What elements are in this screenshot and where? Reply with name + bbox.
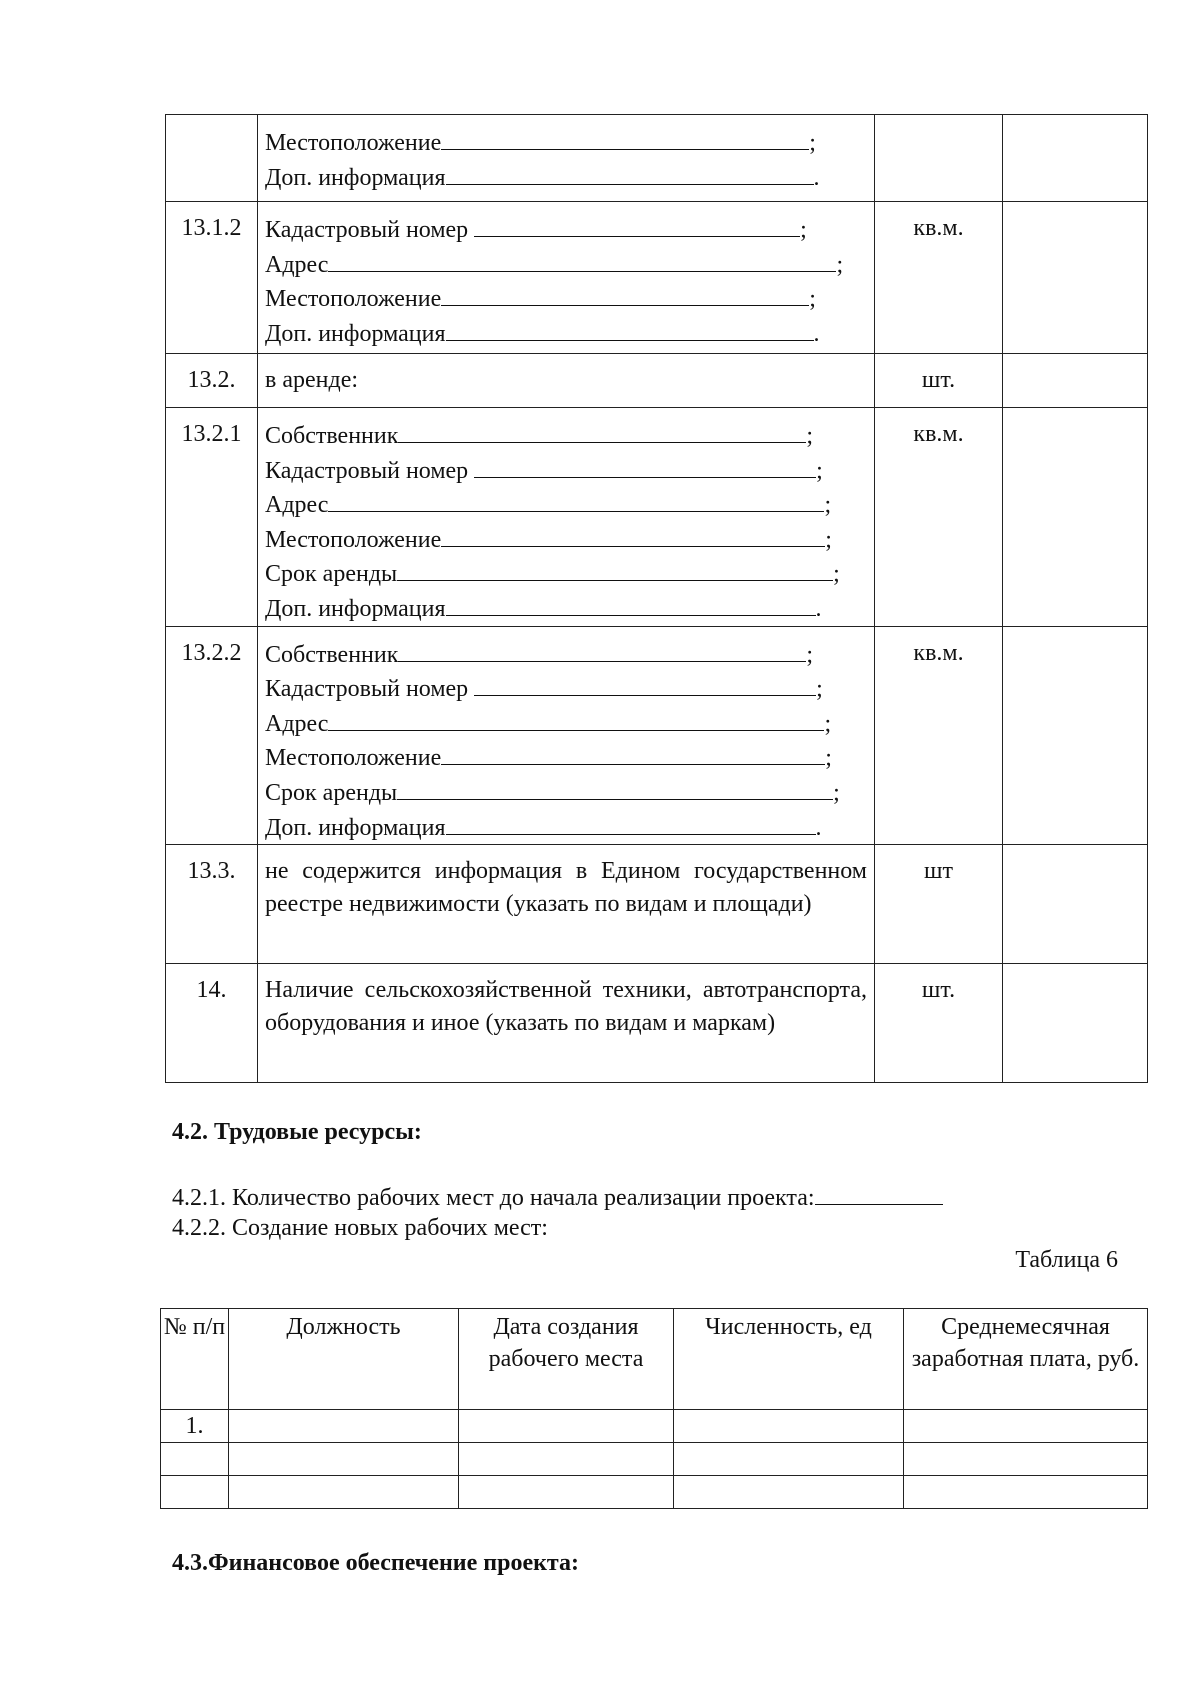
item-unit: шт <box>875 845 1003 964</box>
fill-blank[interactable] <box>441 740 825 765</box>
table-cell[interactable] <box>674 1476 904 1509</box>
table-cell[interactable] <box>674 1443 904 1476</box>
item-unit: шт. <box>875 964 1003 1083</box>
field-label: Кадастровый номер <box>265 457 475 484</box>
table-cell[interactable] <box>904 1410 1148 1443</box>
fill-blank[interactable] <box>446 160 814 185</box>
table-row <box>166 115 1148 202</box>
field-label: Местоположение <box>265 526 442 553</box>
fill-blank[interactable] <box>446 810 816 835</box>
table-row <box>161 1410 1148 1443</box>
item-value-cell[interactable] <box>1003 202 1148 354</box>
assets-table <box>165 114 1148 1083</box>
fill-blank[interactable] <box>441 522 825 547</box>
table-row <box>166 408 1148 627</box>
column-header-position: Должность <box>229 1309 459 1410</box>
table-cell[interactable] <box>459 1443 674 1476</box>
item-value-cell[interactable] <box>1003 408 1148 627</box>
fill-blank[interactable] <box>474 453 816 478</box>
item-number <box>166 115 258 202</box>
table-header-row <box>161 1309 1148 1410</box>
field-label: Адрес <box>265 710 329 737</box>
item-description: Наличие сельскохозяйственной техники, автотранспорта, оборудования и иное (указать по видам и маркам) <box>258 964 875 1083</box>
item-number: 13.1.2 <box>166 202 258 354</box>
field-label: Адрес <box>265 492 329 519</box>
table-row <box>166 202 1148 354</box>
table-cell[interactable] <box>229 1443 459 1476</box>
table-caption: Таблица 6 <box>1015 1247 1118 1273</box>
fill-blank[interactable] <box>328 247 836 272</box>
item-number: 13.3. <box>166 845 258 964</box>
field-label: Доп. информация <box>265 164 446 191</box>
item-description: Кадастровый номер ; Адрес ; Местоположение ; Доп. информация . <box>258 202 875 354</box>
item-value-cell[interactable] <box>1003 964 1148 1083</box>
column-header-avg-salary: Среднемесячная заработная плата, руб. <box>904 1309 1148 1410</box>
field-label: Собственник <box>265 423 399 449</box>
fill-blank[interactable] <box>397 556 833 581</box>
table-row <box>161 1476 1148 1509</box>
field-label: Собственник <box>265 641 399 668</box>
jobs-before-project-line <box>172 1180 943 1214</box>
field-label: Местоположение <box>265 286 442 313</box>
item-unit: кв.м. <box>875 202 1003 354</box>
item-value-cell[interactable] <box>1003 354 1148 408</box>
jobs-table <box>160 1308 1148 1509</box>
item-unit: шт. <box>875 354 1003 408</box>
item-unit: кв.м. <box>875 626 1003 845</box>
fill-blank[interactable] <box>328 487 824 512</box>
fill-blank[interactable] <box>474 212 800 237</box>
table-cell[interactable] <box>161 1476 229 1509</box>
fill-blank[interactable] <box>474 671 816 696</box>
table-cell[interactable] <box>904 1476 1148 1509</box>
section-heading-labor: 4.2. Трудовые ресурсы: <box>172 1119 422 1145</box>
column-header-creation-date: Дата создания рабочего места <box>459 1309 674 1410</box>
field-label: Кадастровый номер <box>265 676 475 703</box>
new-jobs-label: 4.2.2. Создание новых рабочих мест: <box>172 1215 548 1241</box>
table-cell[interactable] <box>459 1476 674 1509</box>
table-row <box>161 1443 1148 1476</box>
item-description: Собственник ; Кадастровый номер ; Адрес ; Местоположение ; Срок аренды ; Доп. информация . <box>258 626 875 845</box>
table-row <box>166 354 1148 408</box>
fill-blank[interactable] <box>441 125 809 150</box>
table-cell: 1. <box>161 1410 229 1443</box>
item-value-cell[interactable] <box>1003 115 1148 202</box>
table-cell[interactable] <box>161 1443 229 1476</box>
section-heading-finance: 4.3.Финансовое обеспечение проекта: <box>172 1550 579 1576</box>
table-cell[interactable] <box>674 1410 904 1443</box>
fill-blank[interactable] <box>398 418 806 443</box>
table-row <box>166 626 1148 845</box>
item-unit: кв.м. <box>875 408 1003 627</box>
fill-blank[interactable] <box>328 706 824 731</box>
field-label: Местоположение <box>265 745 442 772</box>
field-label: Адрес <box>265 251 329 278</box>
jobs-before-project-blank[interactable] <box>815 1180 943 1205</box>
item-value-cell[interactable] <box>1003 626 1148 845</box>
table-cell[interactable] <box>904 1443 1148 1476</box>
jobs-before-project-label: 4.2.1. Количество рабочих мест до начала реализации проекта: <box>172 1185 815 1211</box>
item-number: 13.2.1 <box>166 408 258 627</box>
item-number: 13.2. <box>166 354 258 408</box>
item-description: не содержится информация в Едином государственном реестре недвижимости (указать по видам и площади) <box>258 845 875 964</box>
column-header-headcount: Численность, ед <box>674 1309 904 1410</box>
table-cell[interactable] <box>229 1410 459 1443</box>
item-value-cell[interactable] <box>1003 845 1148 964</box>
fill-blank[interactable] <box>446 591 816 616</box>
fill-blank[interactable] <box>441 281 809 306</box>
item-description: Местоположение ; Доп. информация . <box>258 115 875 202</box>
item-description: Собственник ; Кадастровый номер ; Адрес ; Местоположение ; Срок аренды ; Доп. информация . <box>258 408 875 627</box>
table-row <box>166 845 1148 964</box>
field-label: Местоположение <box>265 130 442 156</box>
field-label: Доп. информация <box>265 595 446 622</box>
fill-blank[interactable] <box>398 637 806 662</box>
field-label: Срок аренды <box>265 779 398 806</box>
field-label: Срок аренды <box>265 561 398 588</box>
item-unit <box>875 115 1003 202</box>
item-number: 14. <box>166 964 258 1083</box>
fill-blank[interactable] <box>397 775 833 800</box>
field-label: Доп. информация <box>265 814 446 841</box>
column-header-number: № п/п <box>161 1309 229 1410</box>
item-description: в аренде: <box>258 354 875 408</box>
fill-blank[interactable] <box>446 316 814 341</box>
field-label: Доп. информация <box>265 320 446 347</box>
table-cell[interactable] <box>229 1476 459 1509</box>
table-row <box>166 964 1148 1083</box>
table-cell[interactable] <box>459 1410 674 1443</box>
item-number: 13.2.2 <box>166 626 258 845</box>
field-label: Кадастровый номер <box>265 217 475 243</box>
